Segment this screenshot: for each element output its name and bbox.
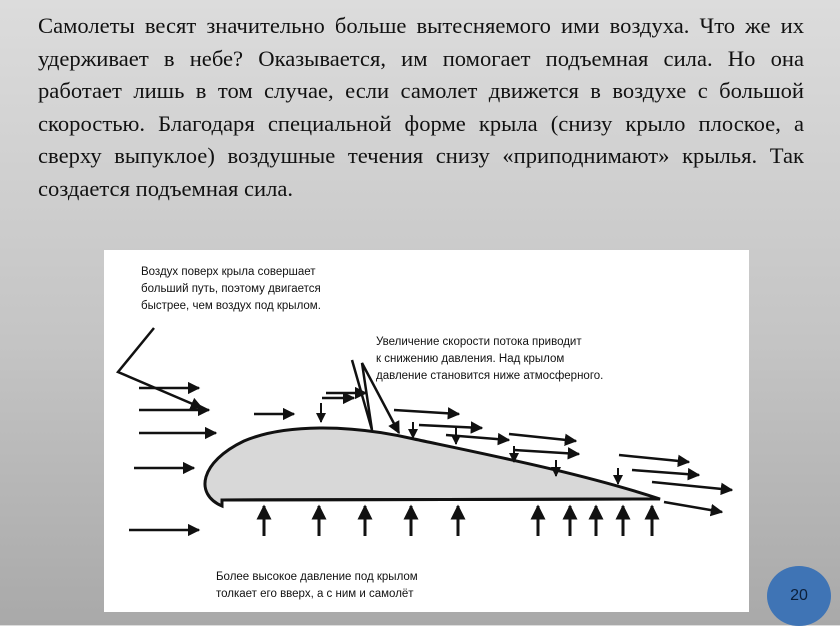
pointer-lines	[118, 328, 399, 433]
caption-right: Увеличение скорости потока приводит к снижению давления. Над крылом давление становится ниже атмосферного.	[376, 336, 604, 382]
flow-arrow	[619, 455, 689, 462]
bottom-pressure-arrows	[264, 506, 652, 536]
flow-arrow	[419, 425, 482, 428]
flow-arrow	[509, 434, 576, 441]
airfoil-shape	[205, 428, 660, 506]
wing-lift-diagram	[104, 250, 749, 612]
pointer-top-caption	[118, 328, 202, 408]
flow-arrow	[394, 410, 459, 414]
page-number: 20	[790, 587, 808, 604]
page-number-badge	[767, 566, 831, 626]
wing-diagram-svg	[104, 250, 749, 612]
flow-arrow	[664, 502, 722, 512]
slide-paragraph: Самолеты весят значительно больше вытесняемого ими воздуха. Что же их удерживает в небе? Оказывается, им помогает подъемная сила. Но она работает лишь в том случае, если самолет движется в воздухе с большой скоростью. Благодаря специальной форме крыла (снизу крыло плоское, а сверху выпуклое) воздушные течения снизу «приподнимают» крылья. Так создается подъемная сила.	[38, 13, 804, 201]
flow-arrow	[652, 482, 732, 490]
caption-top: Воздух поверх крыла совершает больший путь, поэтому двигается быстрее, чем воздух под крылом.	[141, 266, 321, 312]
airfoil-bottom-edge	[222, 499, 660, 500]
flow-arrow	[632, 470, 699, 475]
caption-bottom: Более высокое давление под крылом толкает его вверх, а с ним и самолёт	[216, 571, 418, 600]
flow-arrow	[514, 450, 579, 454]
